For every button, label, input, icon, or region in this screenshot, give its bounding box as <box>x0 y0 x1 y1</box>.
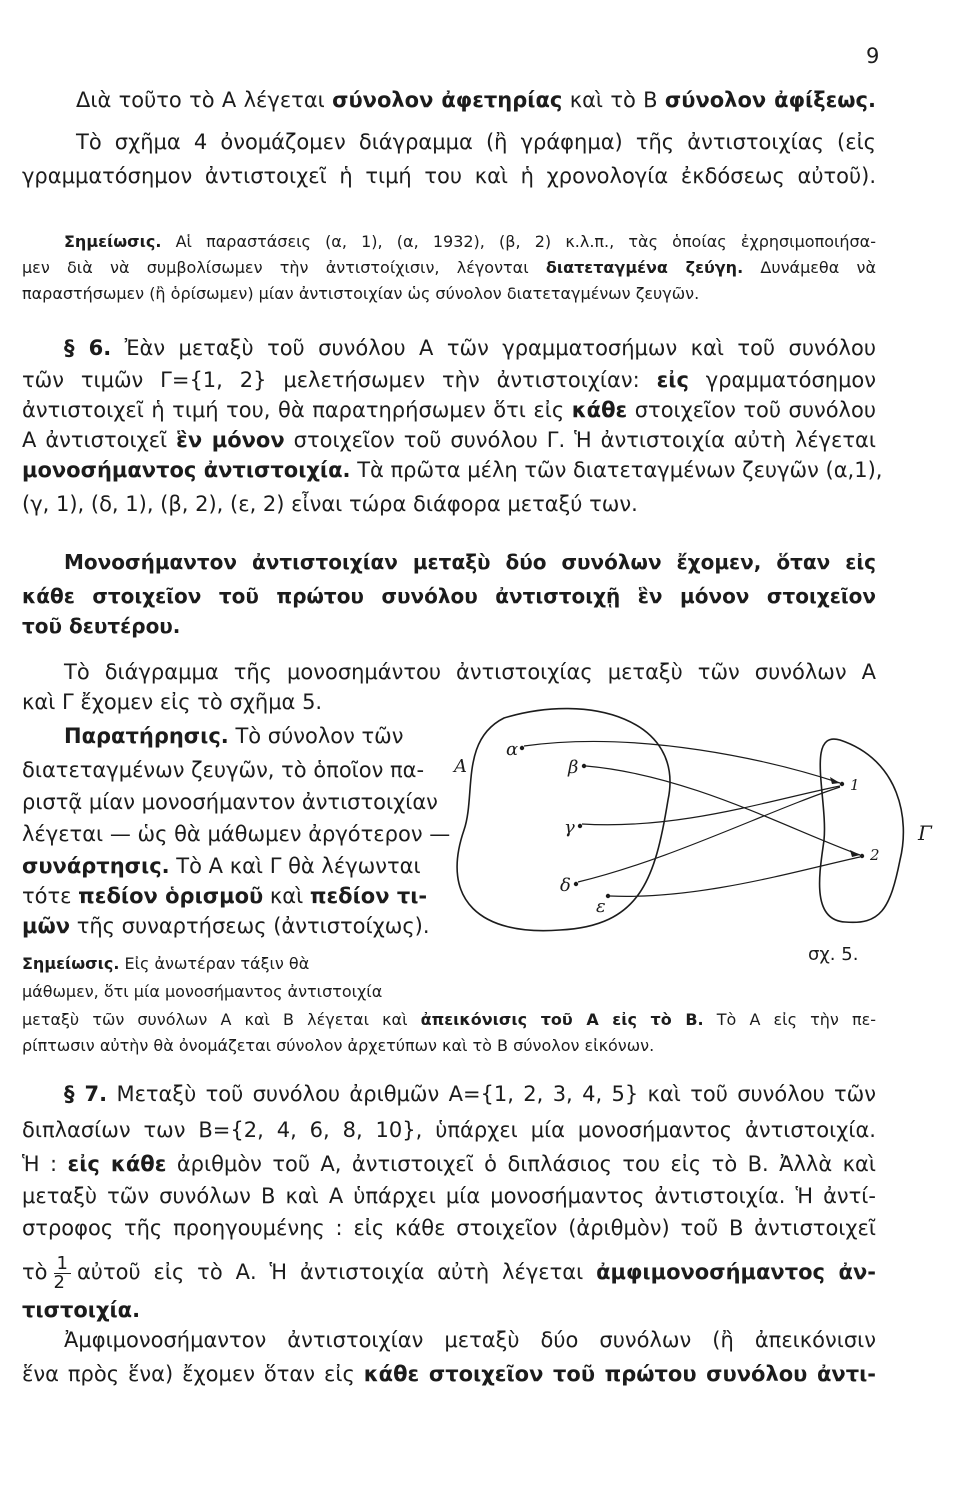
set-a-label: A <box>454 756 467 777</box>
text-line: Ἀμφιμονοσήμαντον ἀντιστοιχίαν μεταξὺ δύο συνόλων (ἢ ἀπεικόνισιν <box>64 1328 876 1352</box>
definition-line: κάθε στοιχεῖον τοῦ πρώτου συνόλου ἀντιστοιχῇ ἓν μόνον στοιχεῖον <box>22 584 876 608</box>
section-6-heading: § 6. Ἐὰν μεταξὺ τοῦ συνόλου Α τῶν γραμματοσήμων καὶ τοῦ συνόλου <box>64 336 876 360</box>
page-number: 9 <box>866 44 880 68</box>
remark-line: Παρατήρησις. Τὸ σύνολον τῶν <box>64 724 404 748</box>
arrow-delta-1 <box>578 787 840 882</box>
text-line: (γ, 1), (δ, 1), (β, 2), (ε, 2) εἶναι τώρα διάφορα μεταξύ των. <box>22 492 638 516</box>
text-line: γραμματόσημον ἀντιστοιχεῖ ἡ τιμή του καὶ ἡ χρονολογία ἐκδόσεως αὐτοῦ). <box>22 164 876 188</box>
point-2 <box>860 854 864 858</box>
point-delta <box>574 882 578 886</box>
point-beta-label: β <box>568 757 579 778</box>
remark-line: λέγεται — ὡς θὰ μάθωμεν ἀργότερον — <box>22 822 451 846</box>
point-gamma <box>578 824 582 828</box>
arrow-beta-2 <box>586 766 860 855</box>
set-c-ellipse <box>820 739 904 922</box>
text-line: τῶν τιμῶν Γ={1, 2} μελετήσωμεν τὴν ἀντιστοιχίαν: εἰς γραμματόσημον <box>22 368 877 392</box>
point-1-label: 1 <box>850 776 860 794</box>
text-line: τιστοιχία. <box>22 1298 141 1322</box>
text-line: διπλασίων των Β={2, 4, 6, 8, 10}, ὑπάρχει μία μονοσήμαντος ἀντιστοιχία. <box>22 1118 876 1142</box>
set-c-label: Γ <box>918 821 932 845</box>
text-line: Διὰ τοῦτο τὸ Α λέγεται σύνολον ἀφετηρίας καὶ τὸ Β σύνολον ἀφίξεως. <box>76 88 876 112</box>
arrow-epsilon-2 <box>610 857 860 896</box>
note-line: μεταξὺ τῶν συνόλων Α καὶ Β λέγεται καὶ ἀπεικόνισις τοῦ Α εἰς τὸ Β. Τὸ Α εἰς τὴν πε- <box>22 1010 876 1029</box>
text-line: ἀντιστοιχεῖ ἡ τιμή του, θὰ παρατηρήσωμεν ὅτι εἰς κάθε στοιχεῖον τοῦ συνόλου <box>22 398 876 422</box>
remark-line: ριστᾷ μίαν μονοσήμαντον ἀντιστοιχίαν <box>22 790 438 814</box>
note-line: μάθωμεν, ὅτι μία μονοσήμαντος ἀντιστοιχία <box>22 982 383 1001</box>
point-2-label: 2 <box>870 846 880 864</box>
note-line: ρίπτωσιν αὐτὴν θὰ ὀνομάζεται σύνολον ἀρχετύπων καὶ τὸ Β σύνολον εἰκόνων. <box>22 1036 655 1055</box>
text-line: ἕνα πρὸς ἕνα) ἔχομεν ὅταν εἰς κάθε στοιχεῖον τοῦ πρώτου συνόλου ἀντι- <box>22 1362 876 1386</box>
definition-line: τοῦ δευτέρου. <box>22 614 181 638</box>
remark-line: διατεταγμένων ζευγῶν, τὸ ὁποῖον πα- <box>22 758 425 782</box>
text-line: Α ἀντιστοιχεῖ ἓν μόνον στοιχεῖον τοῦ συνόλου Γ. Ἡ ἀντιστοιχία αὐτὴ λέγεται <box>22 428 876 452</box>
point-1 <box>840 782 844 786</box>
arrowhead <box>830 777 840 784</box>
note-line: Σημείωσις. Εἰς ἀνωτέραν τάξιν θὰ <box>22 954 310 973</box>
point-epsilon-label: ε <box>596 896 606 917</box>
figure-caption: σχ. 5. <box>808 944 859 965</box>
text-line: καὶ Γ ἔχομεν εἰς τὸ σχῆμα 5. <box>22 690 323 714</box>
arrowhead <box>850 850 860 857</box>
text-line: τὸ $\frac{1}{2}$ αὐτοῦ εἰς τὸ Α. Ἡ ἀντιστοιχία αὐτὴ λέγεται ἀμφιμονοσήμαντος ἀν- <box>22 1252 876 1293</box>
text-line: μεταξὺ τῶν συνόλων Β καὶ Α ὑπάρχει μία μονοσήμαντος ἀντιστοιχία. Ἡ ἀντί- <box>22 1184 876 1208</box>
text-line: Τὸ διάγραμμα τῆς μονοσημάντου ἀντιστοιχίας μεταξὺ τῶν συνόλων Α <box>64 660 876 684</box>
fraction-one-half: $\frac{1}{2}$ <box>54 1255 71 1292</box>
section-7-heading: § 7. Μεταξὺ τοῦ συνόλου ἀριθμῶν Α={1, 2, 3, 4, 5} καὶ τοῦ συνόλου τῶν <box>64 1082 877 1106</box>
remark-line: τότε πεδίον ὁρισμοῦ καὶ πεδίον τι- <box>22 884 428 908</box>
text-line: Ἡ : εἰς κάθε ἀριθμὸν τοῦ Α, ἀντιστοιχεῖ ὁ διπλάσιος του εἰς τὸ Β. Ἀλλὰ καὶ <box>22 1152 876 1176</box>
note-line: μεν διὰ νὰ συμβολίσωμεν τὴν ἀντιστοίχισιν, λέγονται διατεταγμένα ζεύγη. Δυνάμεθα νὰ <box>22 258 876 277</box>
text-line: στροφος τῆς προηγουμένης : εἰς κάθε στοιχεῖον (ἀριθμὸν) τοῦ Β ἀντιστοιχεῖ <box>22 1216 876 1240</box>
remark-line: μῶν τῆς συναρτήσεως (ἀντιστοίχως). <box>22 914 430 938</box>
point-alpha-label: α <box>506 739 519 760</box>
text-line: Τὸ σχῆμα 4 ὀνομάζομεν διάγραμμα (ἢ γράφημα) τῆς ἀντιστοιχίας (εἰς <box>76 130 876 154</box>
note-line: Σημείωσις. Αἱ παραστάσεις (α, 1), (α, 1932), (β, 2) κ.λ.π., τὰς ὁποίας ἐχρησιμοποιήσα- <box>64 232 876 251</box>
text-line: μονοσήμαντος ἀντιστοιχία. Τὰ πρῶτα μέλη τῶν διατεταγμένων ζευγῶν (α,1), <box>22 458 883 482</box>
note-line: παραστήσωμεν (ἢ ὁρίσωμεν) μίαν ἀντιστοιχίαν ὡς σύνολον διατεταγμένων ζευγῶν. <box>22 284 700 303</box>
definition-line: Μονοσήμαντον ἀντιστοιχίαν μεταξὺ δύο συνόλων ἔχομεν, ὅταν εἰς <box>64 550 876 574</box>
remark-line: συνάρτησις. Τὸ Α καὶ Γ θὰ λέγωνται <box>22 854 421 878</box>
point-epsilon <box>606 894 610 898</box>
point-delta-label: δ <box>560 875 571 896</box>
point-beta <box>582 764 586 768</box>
point-alpha <box>520 746 524 750</box>
figure-5-diagram <box>440 700 932 940</box>
arrow-gamma-1 <box>582 786 840 825</box>
point-gamma-label: γ <box>564 817 575 838</box>
